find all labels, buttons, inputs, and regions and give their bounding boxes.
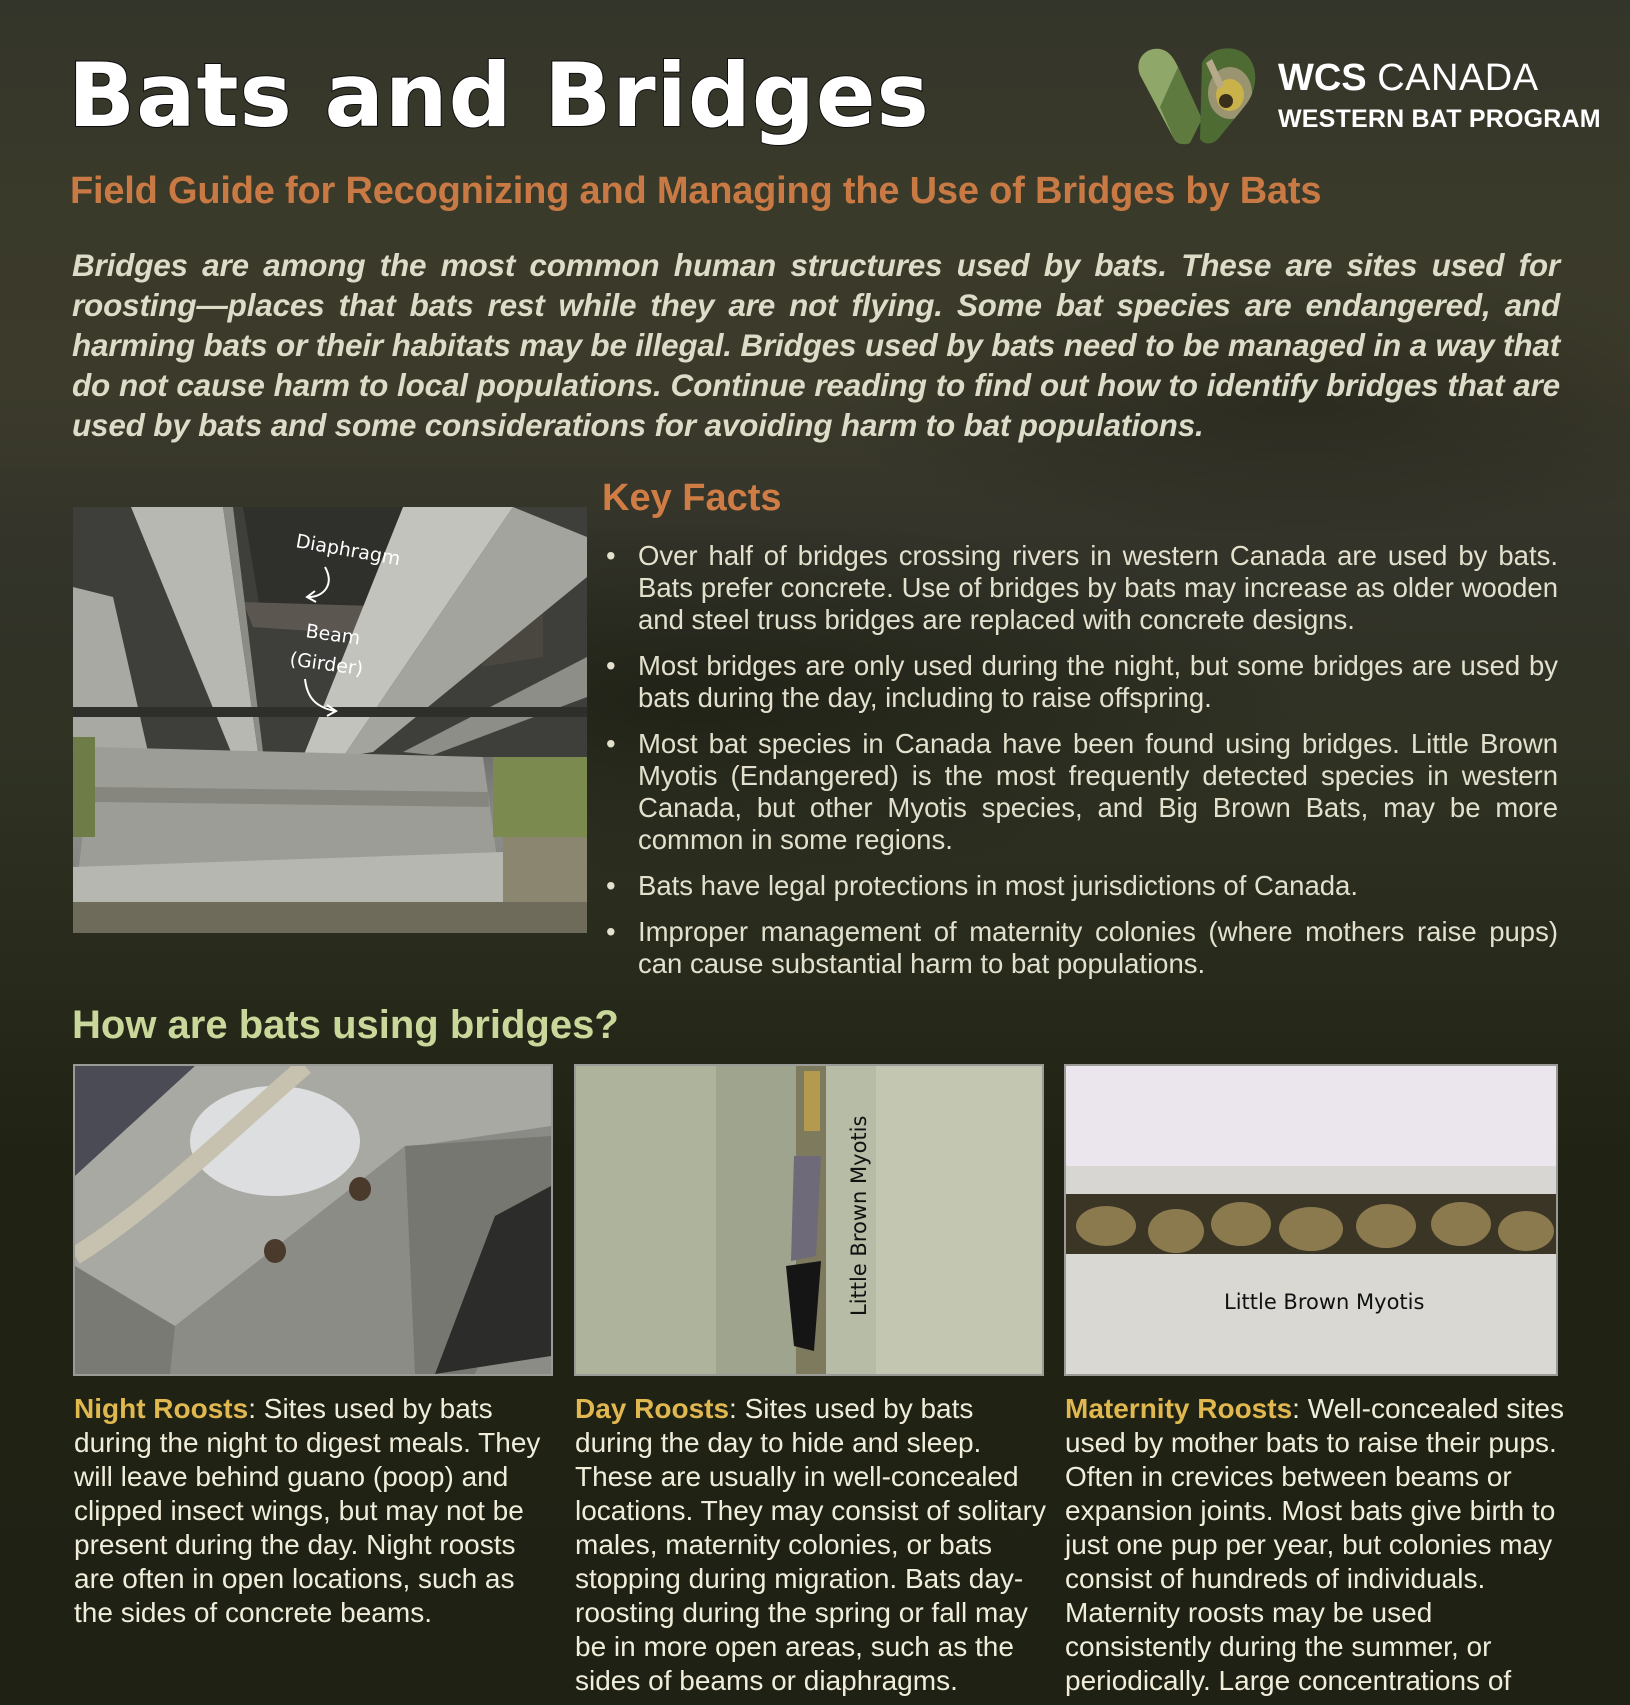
bullet-icon: •: [606, 728, 616, 759]
key-facts-heading: Key Facts: [602, 477, 782, 519]
key-facts-list: [600, 540, 1558, 994]
logo-org-name: WCS CANADA: [1278, 57, 1539, 99]
bullet-icon: •: [606, 916, 616, 947]
bat-icon: [349, 1177, 371, 1201]
maternity-roost-photo: [1064, 1064, 1558, 1376]
key-fact-item: • Improper management of maternity colonies (where mothers raise pups) can cause substantial harm to bat populations.: [606, 916, 1558, 979]
bat-icon: [791, 1156, 821, 1261]
day-roost-photo: [574, 1064, 1044, 1376]
night-roost-description: Night Roosts: Sites used by bats during the night to digest meals. They will leave behind guano (poop) and clipped insect wings, but may not be present during the day. Night roosts are often in open locations, such as the sides of concrete beams.: [74, 1393, 541, 1628]
day-roost-term: Day Roosts: [575, 1393, 730, 1424]
key-fact-item: • Bats have legal protections in most jurisdictions of Canada.: [606, 870, 1358, 901]
intro-paragraph: Bridges are among the most common human structures used by bats. These are sites used for roosting—places that bats rest while they are not flying. Some bat species are endangered, and harming bats or their habitats may be illegal. Bridges used by bats need to be managed in a way that do not cause harm to local populations. Continue reading to find out how to identify bridges that are used by bats and some considerations for avoiding harm to bat populations.: [72, 247, 1560, 443]
key-fact-item: • Most bat species in Canada have been found using bridges. Little Brown Myotis (Endangered) is the most frequently detected species in western Canada, but other Myotis species, and Big Brown Bats, may be more common in some regions.: [606, 728, 1558, 855]
beam-label: Beam: [304, 620, 362, 650]
page-subtitle: Field Guide for Recognizing and Managing the Use of Bridges by Bats: [70, 170, 1322, 212]
girder-label: (Girder): [288, 648, 365, 681]
day-roost-description: Day Roosts: Sites used by bats during the day to hide and sleep. These are usually in well-concealed locations. They may consist of solitary males, maternity colonies, or bats stopping during migration. Bats day-roosting during the spring or fall may be in more open areas, such as the sides of beams or diaphragms.: [575, 1393, 1047, 1696]
maternity-roost-description: Maternity Roosts: Well-concealed sites used by mother bats to raise their pups. Often in crevices between beams or expansion joints. Most bats give birth to just one pup per year, but colonies may consist of hundreds of individuals. Maternity roosts may be used consistently during the summer, or periodically. Large concentrations of: [1065, 1393, 1564, 1696]
bullet-icon: •: [606, 650, 616, 681]
key-fact-item: • Most bridges are only used during the night, but some bridges are used by bats during the day, including to raise offspring.: [606, 650, 1558, 713]
bullet-icon: •: [606, 540, 616, 571]
wcs-logo[interactable]: [1132, 45, 1602, 145]
day-roost-species-label: Little Brown Myotis: [847, 1115, 871, 1316]
maternity-roost-species-label: Little Brown Myotis: [1224, 1290, 1425, 1314]
usage-heading: How are bats using bridges?: [72, 1003, 619, 1047]
night-roost-term: Night Roosts: [74, 1393, 249, 1424]
bat-icon: [264, 1239, 286, 1263]
night-roost-photo: [73, 1064, 553, 1376]
diaphragm-label: Diaphragm: [294, 530, 403, 571]
key-fact-item: • Over half of bridges crossing rivers in western Canada are used by bats. Bats prefer concrete. Use of bridges by bats may increase as older wooden and steel truss bridges are replaced with concrete designs.: [606, 540, 1558, 635]
wcs-heart-logo-icon: [1132, 45, 1272, 145]
bullet-icon: •: [606, 870, 616, 901]
maternity-roost-term: Maternity Roosts: [1065, 1393, 1293, 1424]
bridge-underside-photo: [73, 507, 587, 933]
logo-program-name: WESTERN BAT PROGRAM: [1278, 105, 1601, 133]
page-title: Bats and Bridges: [68, 44, 930, 147]
